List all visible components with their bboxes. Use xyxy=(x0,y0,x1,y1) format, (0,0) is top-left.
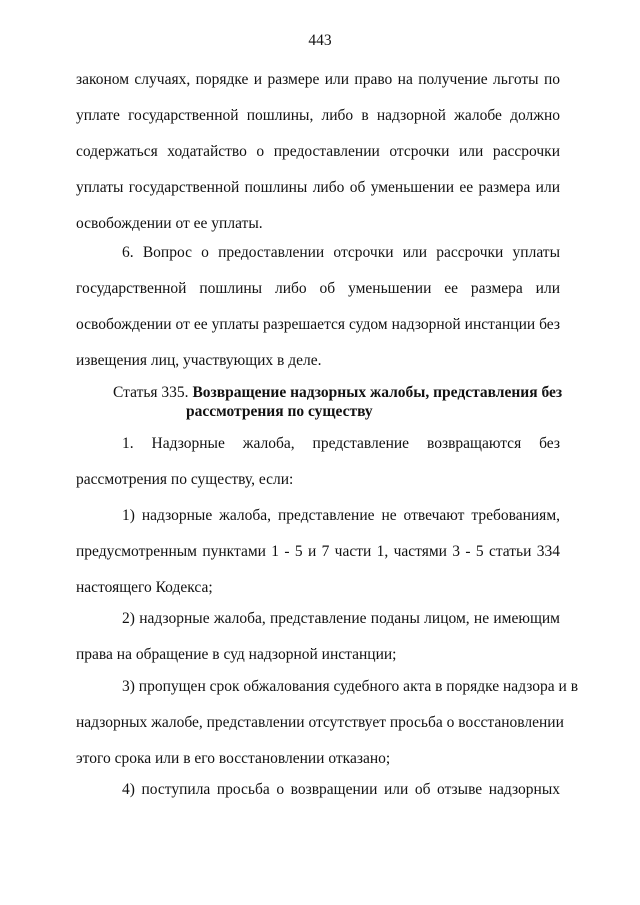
text-line: 1) надзорные жалоба, представление не отвечают требованиям, xyxy=(122,507,560,524)
text-line: уплаты государственной пошлины либо об уменьшении ее размера или xyxy=(76,179,560,196)
list-item-3 xyxy=(76,676,579,784)
paragraph-continuation xyxy=(76,69,560,249)
article-heading xyxy=(113,383,573,421)
list-item-1 xyxy=(76,505,560,613)
text-line: рассмотрения по существу, если: xyxy=(76,471,294,488)
paragraph-1 xyxy=(76,433,560,505)
text-line: этого срока или в его восстановлении отказано; xyxy=(76,750,391,767)
article-title-line-1: Возвращение надзорных жалобы, представления без xyxy=(192,384,563,401)
text-line: извещения лиц, участвующих в деле. xyxy=(76,352,322,369)
text-line: освобождении от ее уплаты. xyxy=(76,215,263,232)
text-line: надзорных жалобе, представлении отсутствует просьба о восстановлении xyxy=(76,714,564,731)
article-label: Статья 335. xyxy=(113,384,189,401)
text-line: предусмотренным пунктами 1 - 5 и 7 части 1, частями 3 - 5 статьи 334 xyxy=(76,543,560,560)
page-number: 443 xyxy=(308,32,332,49)
text-line: освобождении от ее уплаты разрешается судом надзорной инстанции без xyxy=(76,316,560,333)
text-line: настоящего Кодекса; xyxy=(76,579,213,596)
text-line: 3) пропущен срок обжалования судебного акта в порядке надзора и в xyxy=(122,678,579,695)
text-line: права на обращение в суд надзорной инстанции; xyxy=(76,646,397,663)
text-line: государственной пошлины либо об уменьшении ее размера или xyxy=(76,280,560,297)
paragraph-6 xyxy=(76,242,560,386)
list-item-2 xyxy=(76,608,560,680)
text-line: 2) надзорные жалоба, представление поданы лицом, не имеющим xyxy=(122,610,560,627)
text-line: 4) поступила просьба о возвращении или об отзыве надзорных xyxy=(122,781,560,798)
text-line: 1. Надзорные жалоба, представление возвращаются без xyxy=(122,435,560,452)
article-title-line-2: рассмотрения по существу xyxy=(186,403,373,420)
text-line: содержаться ходатайство о предоставлении отсрочки или рассрочки xyxy=(76,143,560,160)
text-line: 6. Вопрос о предоставлении отсрочки или рассрочки уплаты xyxy=(122,244,560,261)
list-item-4 xyxy=(76,779,560,815)
text-line: уплате государственной пошлины, либо в надзорной жалобе должно xyxy=(76,107,560,124)
text-line: законом случаях, порядке и размере или право на получение льготы по xyxy=(76,71,560,88)
